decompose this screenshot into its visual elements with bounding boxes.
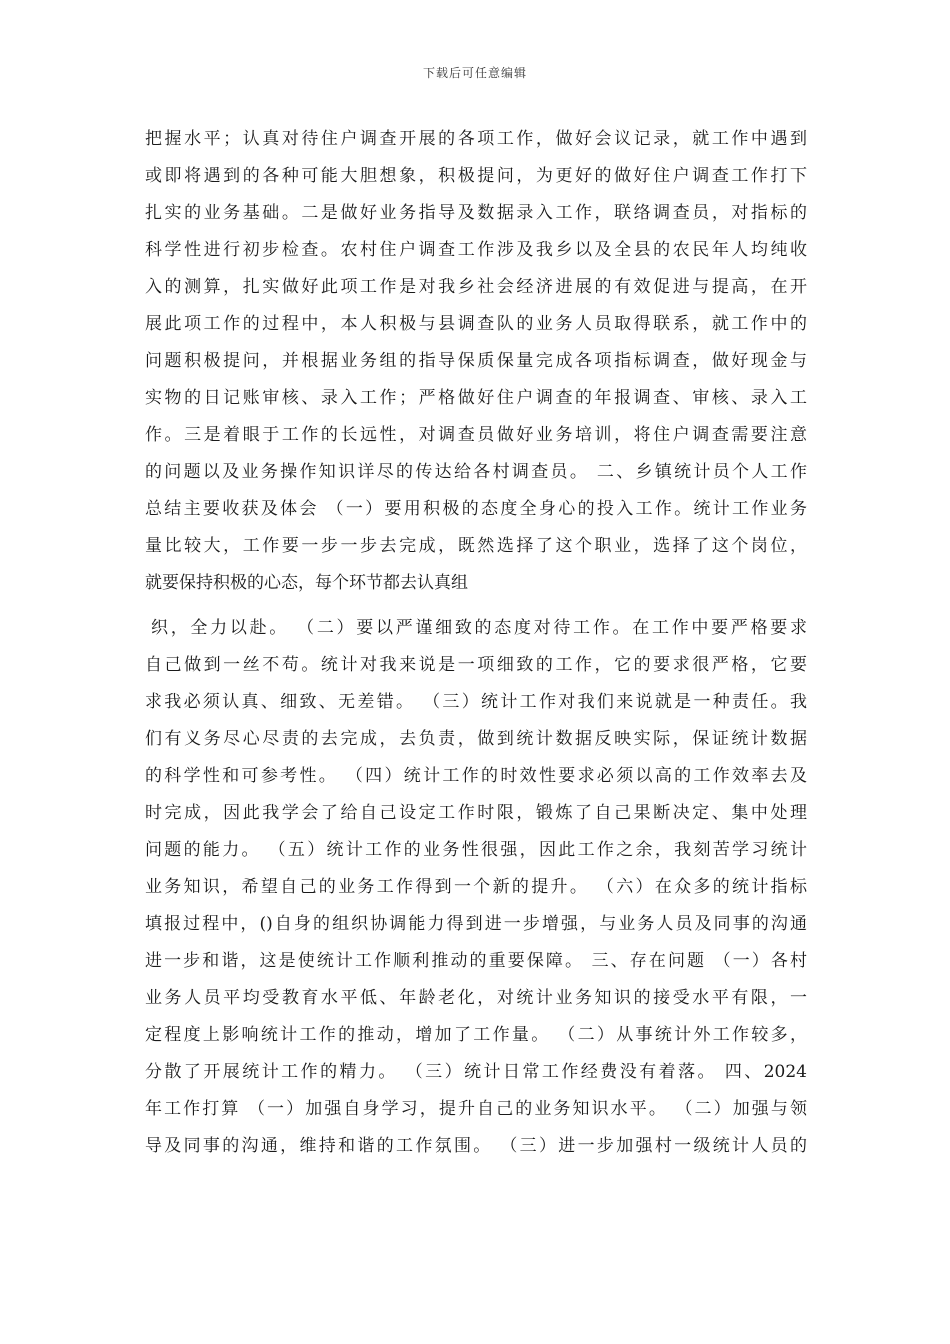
text-line: 总结主要收获及体会 （一）要用积极的态度全身心的投入工作。统计工作业务 [145,499,807,519]
text-line: 织，全力以赴。 （二）要以严谨细致的态度对待工作。在工作中要严格要求 [151,618,807,638]
text-line: 把握水平；认真对待住户调查开展的各项工作，做好会议记录，就工作中遇到 [145,129,807,149]
text-line: 填报过程中，()自身的组织协调能力得到进一步增强，与业务人员及同事的沟通 [145,914,807,934]
text-line: 定程度上影响统计工作的推动，增加了工作量。 （二）从事统计外工作较多， [145,1025,807,1045]
paragraph-2 [145,610,807,1165]
page-header: 下载后可任意编辑 [422,66,527,80]
text-line: 们有义务尽心尽责的去完成，去负责，做到统计数据反映实际，保证统计数据 [145,729,807,749]
paragraph-1 [145,121,807,602]
text-line: 入的测算，扎实做好此项工作是对我乡社会经济进展的有效促进与提高，在开 [145,277,807,297]
text-line: 扎实的业务基础。二是做好业务指导及数据录入工作，联络调查员，对指标的 [145,203,807,223]
text-line: 求我必须认真、细致、无差错。 （三）统计工作对我们来说就是一种责任。我 [145,692,807,712]
text-line: 的问题以及业务操作知识详尽的传达给各村调查员。 二、乡镇统计员个人工作 [145,462,807,482]
text-line: 导及同事的沟通，维持和谐的工作氛围。 （三）进一步加强村一级统计人员的 [145,1136,807,1156]
text-line: 问题积极提问，并根据业务组的指导保质保量完成各项指标调查，做好现金与 [145,351,807,371]
text-line: 自己做到一丝不苟。统计对我来说是一项细致的工作，它的要求很严格，它要 [145,655,807,675]
text-line: 问题的能力。 （五）统计工作的业务性很强，因此工作之余，我刻苦学习统计 [145,840,807,860]
text-line: 年工作打算 （一）加强自身学习，提升自己的业务知识水平。 （二）加强与领 [145,1099,807,1119]
text-line: 实物的日记账审核、录入工作；严格做好住户调查的年报调查、审核、录入工 [145,388,807,408]
text-line: 科学性进行初步检查。农村住户调查工作涉及我乡以及全县的农民年人均纯收 [145,240,807,260]
text-line: 展此项工作的过程中，本人积极与县调查队的业务人员取得联系，就工作中的 [145,314,807,334]
text-line: 进一步和谐，这是使统计工作顺利推动的重要保障。 三、存在问题 （一）各村 [145,951,807,971]
text-line: 分散了开展统计工作的精力。 （三）统计日常工作经费没有着落。 四、2024 [145,1062,807,1082]
text-line: 业务知识，希望自己的业务工作得到一个新的提升。 （六）在众多的统计指标 [145,877,807,897]
text-line: 时完成，因此我学会了给自己设定工作时限，锻炼了自己果断决定、集中处理 [145,803,807,823]
text-line: 作。三是着眼于工作的长远性，对调查员做好业务培训，将住户调查需要注意 [145,425,807,445]
text-line: 量比较大，工作要一步一步去完成，既然选择了这个职业，选择了这个岗位， [145,536,807,556]
text-line: 就要保持积极的心态，每个环节都去认真组 [145,573,468,593]
text-line: 或即将遇到的各种可能大胆想象，积极提问，为更好的做好住户调查工作打下 [145,166,807,186]
text-line: 的科学性和可参考性。 （四）统计工作的时效性要求必须以高的工作效率去及 [145,766,807,786]
text-line: 业务人员平均受教育水平低、年龄老化，对统计业务知识的接受水平有限，一 [145,988,807,1008]
